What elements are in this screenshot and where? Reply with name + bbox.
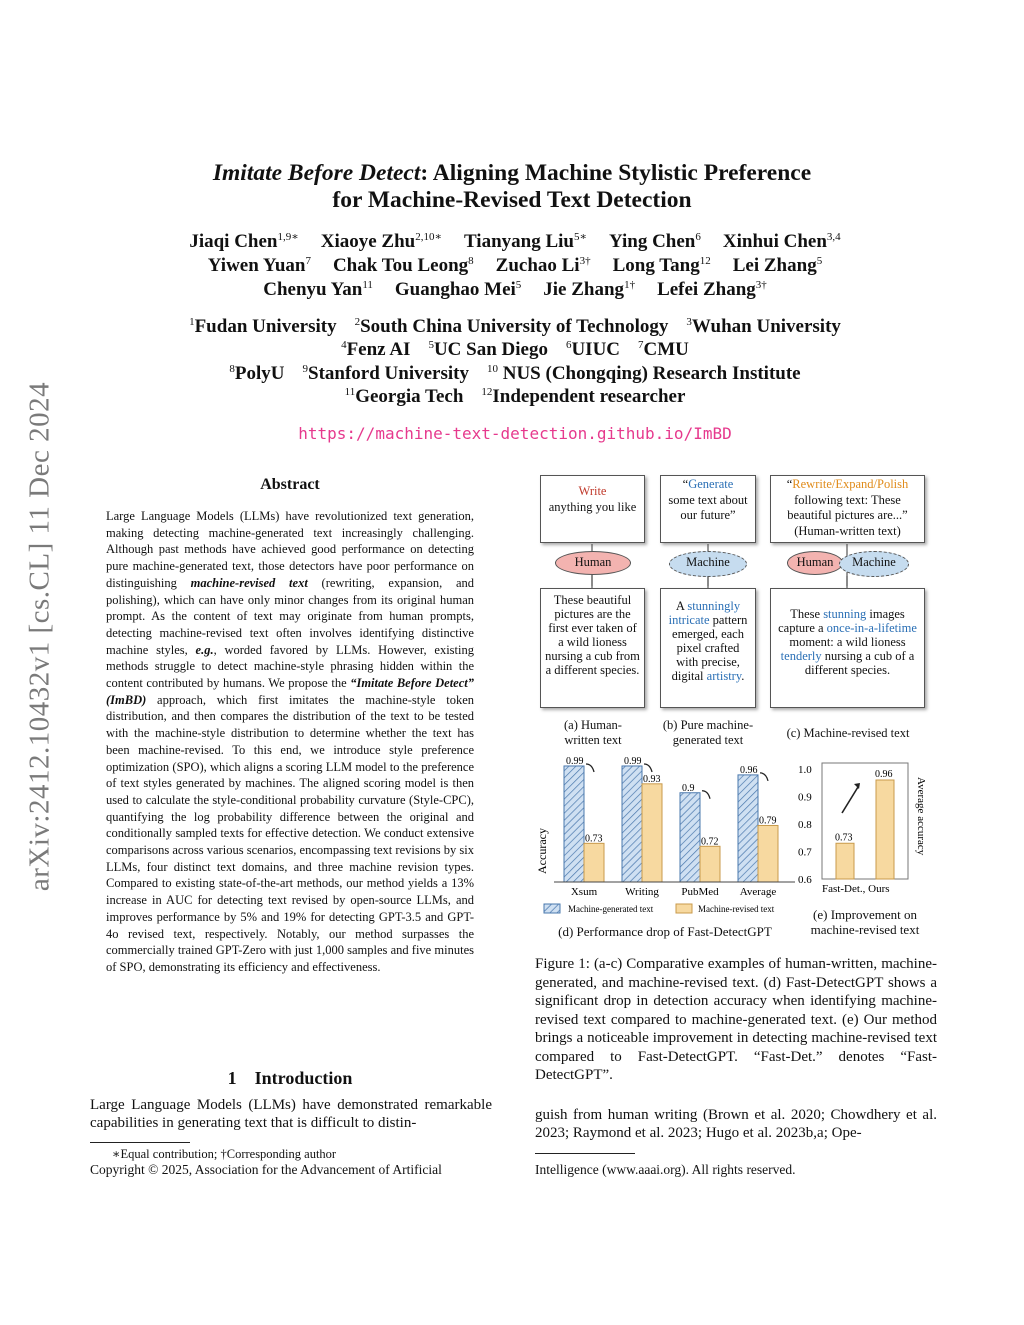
chart-e-frame <box>822 763 908 879</box>
author-sup: 3† <box>755 279 767 291</box>
drop-arrow-icon <box>644 764 652 772</box>
bar-revised-writing <box>642 784 662 882</box>
right-column-text: guish from human writing (Brown et al. 2020; Chowdhery et al. 2023; Raymond et al. 2023; Hugo et al. 2023b,a; Ope- <box>535 1107 937 1141</box>
affiliation-sup: 5 <box>428 339 434 351</box>
author-sup: 11 <box>362 279 373 291</box>
affiliation-name: UIUC <box>571 339 621 360</box>
chart-d <box>530 755 800 915</box>
label-generated-writing: 0.99 <box>624 755 642 767</box>
author-name: Yiwen Yuan <box>207 255 306 276</box>
output-box-b <box>660 588 756 708</box>
sublabel-c: (c) Machine-revised text <box>786 726 910 740</box>
author-sup: 5∗ <box>573 231 587 243</box>
drop-arrow-icon <box>702 791 710 799</box>
prompt-c-text: following text: These beautiful pictures are...” (Human-written text) <box>787 492 908 538</box>
author <box>733 255 822 276</box>
drop-arrow-icon <box>586 764 594 772</box>
affiliation <box>566 339 620 360</box>
prompt-box-c <box>770 475 925 543</box>
bar-revised-average <box>758 825 778 882</box>
prompt-c-keyword: Rewrite/Expand/Polish <box>792 477 909 491</box>
affiliation <box>345 386 464 407</box>
prompt-a-text: anything you like <box>548 499 637 514</box>
author-row <box>120 278 910 301</box>
author-sup: 6 <box>695 231 701 243</box>
footnote-right: Intelligence (www.aaai.org). All rights reserved. <box>535 1162 796 1177</box>
out-b-2: pattern emerged, each pixel crafted with precise, digital <box>671 613 748 683</box>
intro-heading <box>90 1068 490 1089</box>
footnote-rule-left <box>90 1142 190 1143</box>
abstract-em2: e.g. <box>195 642 214 657</box>
section-number: 1 <box>227 1068 237 1088</box>
author-name: Lefei Zhang <box>657 279 756 300</box>
abstract-em1: machine-revised text <box>190 575 308 590</box>
prompt-b-quote: “ <box>682 477 689 491</box>
human-ellipse: Human <box>555 551 631 575</box>
chart-d-legend <box>540 901 800 917</box>
author-name: Jiaqi Chen <box>189 231 278 252</box>
label-revised-writing: 0.93 <box>643 773 661 785</box>
output-box-c <box>770 588 925 708</box>
bar-revised-pubmed <box>700 846 720 882</box>
author <box>496 255 591 276</box>
ytick-e: 1.0 <box>798 764 812 776</box>
author-sup: 8 <box>468 255 474 267</box>
affiliation-row <box>120 385 910 408</box>
ytick-e: 0.8 <box>798 819 812 831</box>
author-sup: 1,9∗ <box>277 231 299 243</box>
author-name: Zuchao Li <box>495 255 580 276</box>
out-c-highlight-1: stunning <box>823 607 867 621</box>
chart-e-ylabel: Average accuracy <box>915 777 927 856</box>
prompt-box-b <box>660 475 756 543</box>
affiliation-row <box>120 338 910 361</box>
affiliation-sup: 12 <box>481 386 493 398</box>
author-sup: 12 <box>699 255 711 267</box>
chart-d-ylabel: Accuracy <box>535 828 549 874</box>
xtick-pubmed: PubMed <box>681 886 719 898</box>
bar-revised-xsum <box>584 843 604 882</box>
author-sup: 7 <box>305 255 311 267</box>
abstract-em3: “Imitate Before Detect” (ImBD) <box>106 676 474 707</box>
paper-title <box>150 160 874 214</box>
affiliation-name: CMU <box>643 339 689 360</box>
affiliation-sup: 3 <box>686 316 692 328</box>
author <box>333 255 474 276</box>
section-title: Introduction <box>254 1068 353 1088</box>
sublabel-a: (a) Human-written text <box>564 718 622 747</box>
sublabel-d: (d) Performance drop of Fast-DetectGPT <box>558 924 772 939</box>
out-c-highlight-2: once-in-a-lifetime <box>826 621 917 635</box>
bar-e-0 <box>836 843 854 879</box>
affiliation-row <box>120 315 910 338</box>
out-b-highlight-1: stunningly intricate <box>668 599 741 627</box>
xtick-xsum: Xsum <box>570 886 598 898</box>
bar-generated-xsum <box>564 766 584 882</box>
abstract-p4: approach, which first imitates the machine-style token distribution, and then compares the distribution of the text to be tested with the machine-style distribution to determine whether the text has been machine-revised. To this end, we introduce style preference optimization (SPO), which aligns a scoring LLM model to the preference of text styles generated by machines. The aligned scoring model is then used to calculate the style-conditional probability curvature (Style-CPC), quantifying the log probability difference between the original and conditionally sampled texts for effective detection. We conduct extensive comparisons across various scenarios, encompassing text revisions by six LLMs, four distinct text domains, and three machine revision types. Compared to existing state-of-the-art methods, our method yields a 13% increase in AUC for detecting text revised by open-source LLMs, and improves performance by 5% and 19% for detecting GPT-3.5 and GPT-4o revised text, respectively. Notably, our method surpasses the commercially trained GPT-Zero with just 1,000 samples and five minutes of SPO, demonstrating its efficiency and effectiveness. <box>106 692 474 974</box>
label-generated-average: 0.96 <box>740 764 758 776</box>
sublabel-b: (b) Pure machine-generated text <box>662 718 754 747</box>
abstract-p3: , worded favored by LLMs. However, existing methods struggle to detect machine-style phrasing hidden within the content contributed by humans. We propose the <box>106 642 474 691</box>
legend-generated-label: Machine-generated text <box>568 904 654 914</box>
ytick-e: 0.9 <box>798 791 812 804</box>
abstract-p2: (rewriting, expansion, and polishing), which can have only minor changes from its original human prompt. As the content of text may originate from human prompts, detecting machine-revised text often involves identifying distinctive machine styles, <box>106 575 475 657</box>
human-ellipse-c: Human <box>787 551 843 575</box>
xtick-writing: Writing <box>625 886 659 898</box>
bar-generated-writing <box>622 766 642 882</box>
affiliation-name: NUS (Chongqing) Research Institute <box>497 363 801 384</box>
affiliation-name: Wuhan University <box>691 316 841 337</box>
title-rest: : Aligning Machine Stylistic Preference <box>420 160 812 186</box>
abstract-heading: Abstract <box>260 476 320 493</box>
bar-generated-average <box>738 775 758 882</box>
out-c-4: nursing a cub of a different species. <box>804 649 915 677</box>
out-c-3: moment: a wild lioness <box>789 635 906 649</box>
abstract-body <box>106 508 474 976</box>
machine-ellipse-c: Machine <box>839 551 909 577</box>
improve-arrow-icon <box>842 787 858 813</box>
affiliation <box>428 339 548 360</box>
label-generated-xsum: 0.99 <box>566 755 584 767</box>
author-name: Jie Zhang <box>543 279 625 300</box>
affiliation <box>189 316 337 337</box>
affiliation-name: Georgia Tech <box>355 386 464 407</box>
affiliation-row <box>120 362 910 385</box>
prompt-a-keyword: Write <box>578 484 607 498</box>
title-line2: for Machine-Revised Text Detection <box>332 187 692 213</box>
author-sup: 1† <box>624 279 636 291</box>
affiliation-name: Independent researcher <box>492 386 686 407</box>
author-row <box>120 230 910 253</box>
author <box>395 279 521 300</box>
out-b-1: A <box>675 599 688 613</box>
out-c-2: images capture a <box>778 607 905 635</box>
affiliation <box>638 339 689 360</box>
author-name: Lei Zhang <box>732 255 817 276</box>
ytick-e: 0.7 <box>798 846 812 859</box>
figure-caption: Figure 1: (a-c) Comparative examples of human-written, machine-generated, and machine-revised text. (d) Fast-DetectGPT shows a significant drop in detection accuracy when identifying machine-revised text compared to machine-generated text. (e) Our method brings a noticeable improvement in detecting machine-revised text compared to Fast-DetectGPT. “Fast-Det.” denotes “Fast-DetectGPT”. <box>535 956 937 1083</box>
out-c-highlight-3: tenderly <box>780 649 822 663</box>
author <box>464 231 587 252</box>
affiliation-sup: 4 <box>341 339 347 351</box>
legend-revised-swatch <box>676 904 692 913</box>
author-name: Chak Tou Leong <box>332 255 469 276</box>
bar-e-1 <box>876 780 894 879</box>
drop-arrow-icon <box>760 773 768 781</box>
affiliation <box>487 363 801 384</box>
affiliation-sup: 11 <box>344 386 356 398</box>
prompt-b-text: some text about our future” <box>668 492 748 522</box>
affiliation-sup: 1 <box>189 316 195 328</box>
sublabel-e: (e) Improvement on machine-revised text <box>810 907 920 937</box>
affiliation-name: Stanford University <box>308 363 469 384</box>
xtick-e: Fast-Det., Ours <box>822 883 890 895</box>
affiliation <box>303 363 469 384</box>
bar-generated-pubmed <box>680 793 700 882</box>
author <box>263 279 373 300</box>
out-c-1: These <box>790 607 824 621</box>
author <box>609 231 701 252</box>
affiliation <box>355 316 669 337</box>
author-name: Chenyu Yan <box>263 279 363 300</box>
author-sup: 3† <box>579 255 591 267</box>
author <box>543 279 635 300</box>
label-generated-pubmed: 0.9 <box>682 782 695 794</box>
author <box>723 231 841 252</box>
footnote-copyright: Copyright © 2025, Association for the Advancement of Artificial <box>90 1162 442 1177</box>
legend-generated-swatch <box>544 904 560 913</box>
author <box>321 231 442 252</box>
footnote-equal: ∗Equal contribution; †Corresponding author <box>112 1147 337 1161</box>
output-box-a: These beautiful pictures are the first ever taken of a wild lioness nursing a cub from a different species. <box>540 588 645 708</box>
out-b-highlight-2: artistry <box>706 669 742 683</box>
affiliation-sup: 9 <box>302 363 308 375</box>
out-b-3: . <box>741 669 745 683</box>
title-italic: Imitate Before Detect <box>212 160 421 186</box>
author-name: Xinhui Chen <box>722 231 827 252</box>
abstract-p1: Large Language Models (LLMs) have revolutionized text generation, making detecting machine-generated text increasingly challenging. Although past methods have achieved good performance on detecting pure machine-generated text, those detectors have poor performance on distinguishing <box>106 509 474 590</box>
affiliation-sup: 7 <box>638 339 644 351</box>
label-e-1: 0.96 <box>875 769 893 780</box>
xtick-average: Average <box>739 886 777 898</box>
affiliation-sup: 8 <box>229 363 235 375</box>
affiliation-name: UC San Diego <box>433 339 548 360</box>
author <box>189 231 298 252</box>
intro-paragraph: Large Language Models (LLMs) have demonstrated remarkable capabilities in generating text that is difficult to distin- <box>90 1097 492 1131</box>
ytick-e: 0.6 <box>798 874 812 886</box>
affiliation <box>229 363 284 384</box>
prompt-c-quote: “ <box>786 477 793 491</box>
author-row <box>120 254 910 277</box>
author <box>208 255 311 276</box>
author-sup: 5 <box>515 279 522 291</box>
author <box>613 255 711 276</box>
affiliation-name: PolyU <box>234 363 285 384</box>
author-sup: 3,4 <box>826 231 841 243</box>
affiliation-sup: 2 <box>354 316 361 328</box>
label-revised-xsum: 0.73 <box>585 833 603 845</box>
footnote-rule-right <box>535 1153 635 1154</box>
affiliation <box>341 339 410 360</box>
machine-ellipse: Machine <box>669 551 747 577</box>
author-name: Tianyang Liu <box>463 231 574 252</box>
affiliation-name: Fenz AI <box>346 339 411 360</box>
author-sup: 5 <box>816 255 823 267</box>
author-name: Ying Chen <box>608 231 696 252</box>
author-sup: 2,10∗ <box>415 231 442 243</box>
label-revised-pubmed: 0.72 <box>701 836 719 848</box>
footnote-left <box>90 1146 500 1178</box>
legend-revised-label: Machine-revised text <box>698 904 775 914</box>
prompt-box-a <box>540 475 645 543</box>
label-e-0: 0.73 <box>835 832 853 844</box>
author <box>657 279 767 300</box>
prompt-b-keyword: Generate <box>688 477 734 491</box>
affiliation-sup: 10 <box>486 363 498 375</box>
author-name: Xiaoye Zhu <box>320 231 416 252</box>
author-name: Guanghao Mei <box>394 279 516 300</box>
affiliation-name: South China University of Technology <box>360 316 669 337</box>
affiliation <box>686 316 841 337</box>
affiliation <box>481 386 685 407</box>
project-url-link[interactable]: https://machine-text-detection.github.io/ImBD <box>298 424 732 443</box>
label-revised-average: 0.79 <box>759 815 777 827</box>
affiliation-sup: 6 <box>565 339 572 351</box>
chart-e <box>790 755 940 905</box>
author-name: Long Tang <box>612 255 700 276</box>
affiliation-name: Fudan University <box>194 316 337 337</box>
arxiv-stamp: arXiv:2412.10432v1 [cs.CL] 11 Dec 2024 <box>23 381 56 892</box>
